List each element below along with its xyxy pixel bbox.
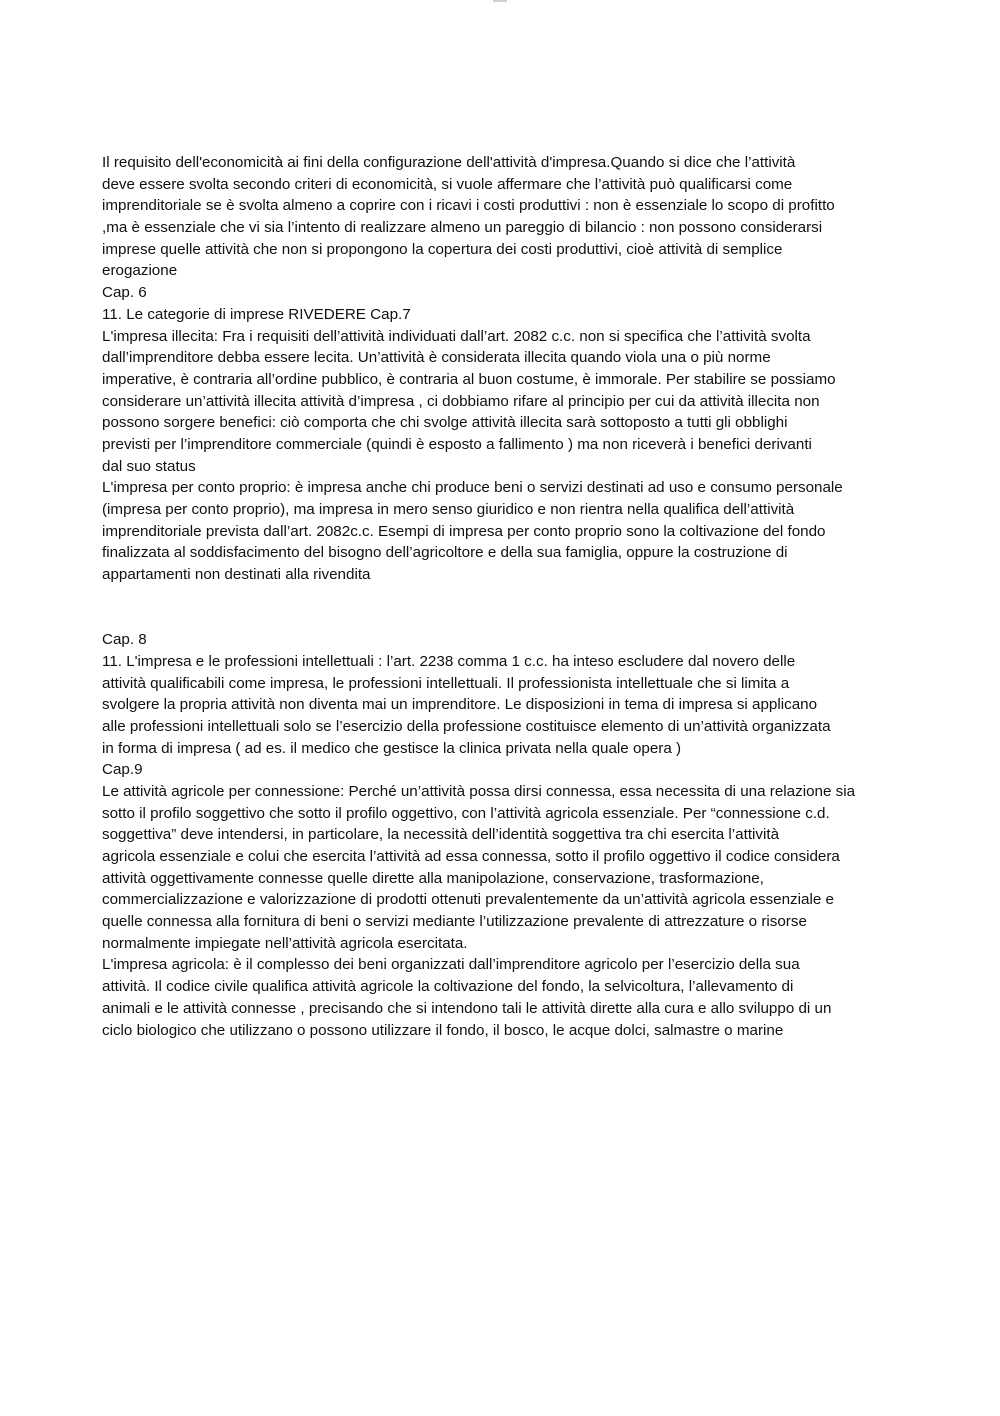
text-line: svolgere la propria attività non diventa mai un imprenditore. Le disposizioni in tema di impresa si applicano [102, 696, 818, 714]
section-heading [102, 759, 902, 781]
text-line: 11. L'impresa e le professioni intellettuali : l’art. 2238 comma 1 c.c. ha inteso escludere dal novero delle [102, 652, 796, 670]
text-line: normalmente impiegate nell’attività agricola esercitata. [102, 934, 468, 952]
section-heading [102, 629, 902, 651]
paragraph-gap [102, 586, 902, 629]
text-line: L'impresa illecita: Fra i requisiti dell’attività individuati dall’art. 2082 c.c. non si specifica che l’attività svolta [102, 327, 811, 345]
text-line: deve essere svolta secondo criteri di economicità, si vuole affermare che l’attività può qualificarsi come [102, 175, 793, 193]
text-line: Il requisito dell'economicità ai fini della configurazione dell'attività d'impresa.Quando si dice che l’attività [102, 154, 796, 171]
text-line: ciclo biologico che utilizzano o possono utilizzare il fondo, il bosco, le acque dolci, salmastre o marine [102, 1021, 784, 1039]
text-line: L'impresa per conto proprio: è impresa anche chi produce beni o servizi destinati ad uso e consumo personale [102, 479, 843, 497]
text-line: ,ma è essenziale che vi sia l’intento di realizzare almeno un pareggio di bilancio : non possono considerarsi [102, 219, 823, 237]
text-line: erogazione [102, 262, 178, 280]
text-line: Cap.9 [102, 761, 143, 779]
text-line: appartamenti non destinati alla rivendita [102, 566, 371, 584]
text-line: imprese quelle attività che non si propongono la copertura dei costi produttivi, cioè attività di semplice [102, 240, 783, 258]
paragraph [102, 651, 902, 759]
text-line: 11. Le categorie di imprese RIVEDERE Cap.7 [102, 305, 411, 323]
text-line: sotto il profilo soggettivo che sotto il profilo oggettivo, con l’attività agricola essenziale. Per “connessione c.d. [102, 804, 830, 822]
text-line: L'impresa agricola: è il complesso dei beni organizzati dall’imprenditore agricolo per l’esercizio della sua [102, 956, 800, 974]
text-line: agricola essenziale e colui che esercita l’attività ad essa connessa, sotto il profilo oggettivo il codice considera [102, 848, 840, 866]
text-line: commercializzazione e valorizzazione di prodotti ottenuti prevalentemente da un’attività agricola essenziale e [102, 891, 834, 909]
text-line: animali e le attività connesse , precisando che si intendono tali le attività dirette alla cura e allo sviluppo di un [102, 999, 832, 1017]
paragraph [102, 781, 902, 955]
header-mark [493, 0, 507, 2]
text-line: Cap. 6 [102, 284, 147, 302]
text-line: quelle connessa alla fornitura di beni o servizi mediante l’utilizzazione prevalente di attrezzature o risorse [102, 913, 807, 931]
text-line: alle professioni intellettuali solo se l’esercizio della professione costituisce elemento di un’attività organizzata [102, 717, 831, 735]
text-line: imprenditoriale se è svolta almeno a coprire con i ricavi i costi produttivi : non è essenziale lo scopo di profitto [102, 197, 835, 215]
text-line: dall’imprenditore debba essere lecita. Un’attività è considerata illecita quando viola una o più norme [102, 349, 771, 367]
text-line: finalizzata al soddisfacimento del bisogno dell’agricoltore e della sua famiglia, oppure la costruzione di [102, 544, 788, 562]
paragraph [102, 477, 902, 585]
text-line: Le attività agricole per connessione: Perché un’attività possa dirsi connessa, essa necessita di una relazione sia [102, 782, 856, 800]
text-line: possono sorgere benefici: ciò comporta che chi svolge attività illecita sarà sottoposto a tutti gli obblighi [102, 414, 788, 432]
text-line: attività oggettivamente connesse quelle dirette alla manipolazione, conservazione, trasformazione, [102, 869, 764, 887]
text-line: (impresa per conto proprio), ma impresa in mero senso giuridico e non rientra nella qualifica dell’attività [102, 501, 795, 518]
document-body [102, 152, 902, 1041]
text-line: attività qualificabili come impresa, le professioni intellettuali. Il professionista intellettuale che si limita a [102, 674, 790, 692]
section-heading [102, 282, 902, 304]
text-line: previsti per l’imprenditore commerciale (quindi è esposto a fallimento ) ma non riceverà i benefici derivanti [102, 435, 812, 453]
text-line: considerare un’attività illecita attività d’impresa , ci dobbiamo rifare al principio per cui da attività illecita non [102, 392, 820, 410]
text-line: imprenditoriale prevista dall’art. 2082c.c. Esempi di impresa per conto proprio sono la coltivazione del fondo [102, 522, 826, 540]
text-line: attività. Il codice civile qualifica attività agricole la coltivazione del fondo, la selvicoltura, l’allevamento di [102, 978, 794, 996]
text-line: imperative, è contraria all’ordine pubblico, è contraria al buon costume, è immorale. Per stabilire se possiamo [102, 370, 836, 388]
text-line: soggettiva” deve intendersi, in particolare, la necessità dell’identità soggettiva tra chi esercita l’attività [102, 826, 780, 844]
section-heading [102, 304, 902, 326]
paragraph [102, 152, 902, 282]
paragraph [102, 954, 902, 1041]
paragraph [102, 326, 902, 478]
text-line: in forma di impresa ( ad es. il medico che gestisce la clinica privata nella quale opera ) [102, 739, 682, 757]
text-line: Cap. 8 [102, 631, 147, 649]
text-line: dal suo status [102, 457, 196, 475]
